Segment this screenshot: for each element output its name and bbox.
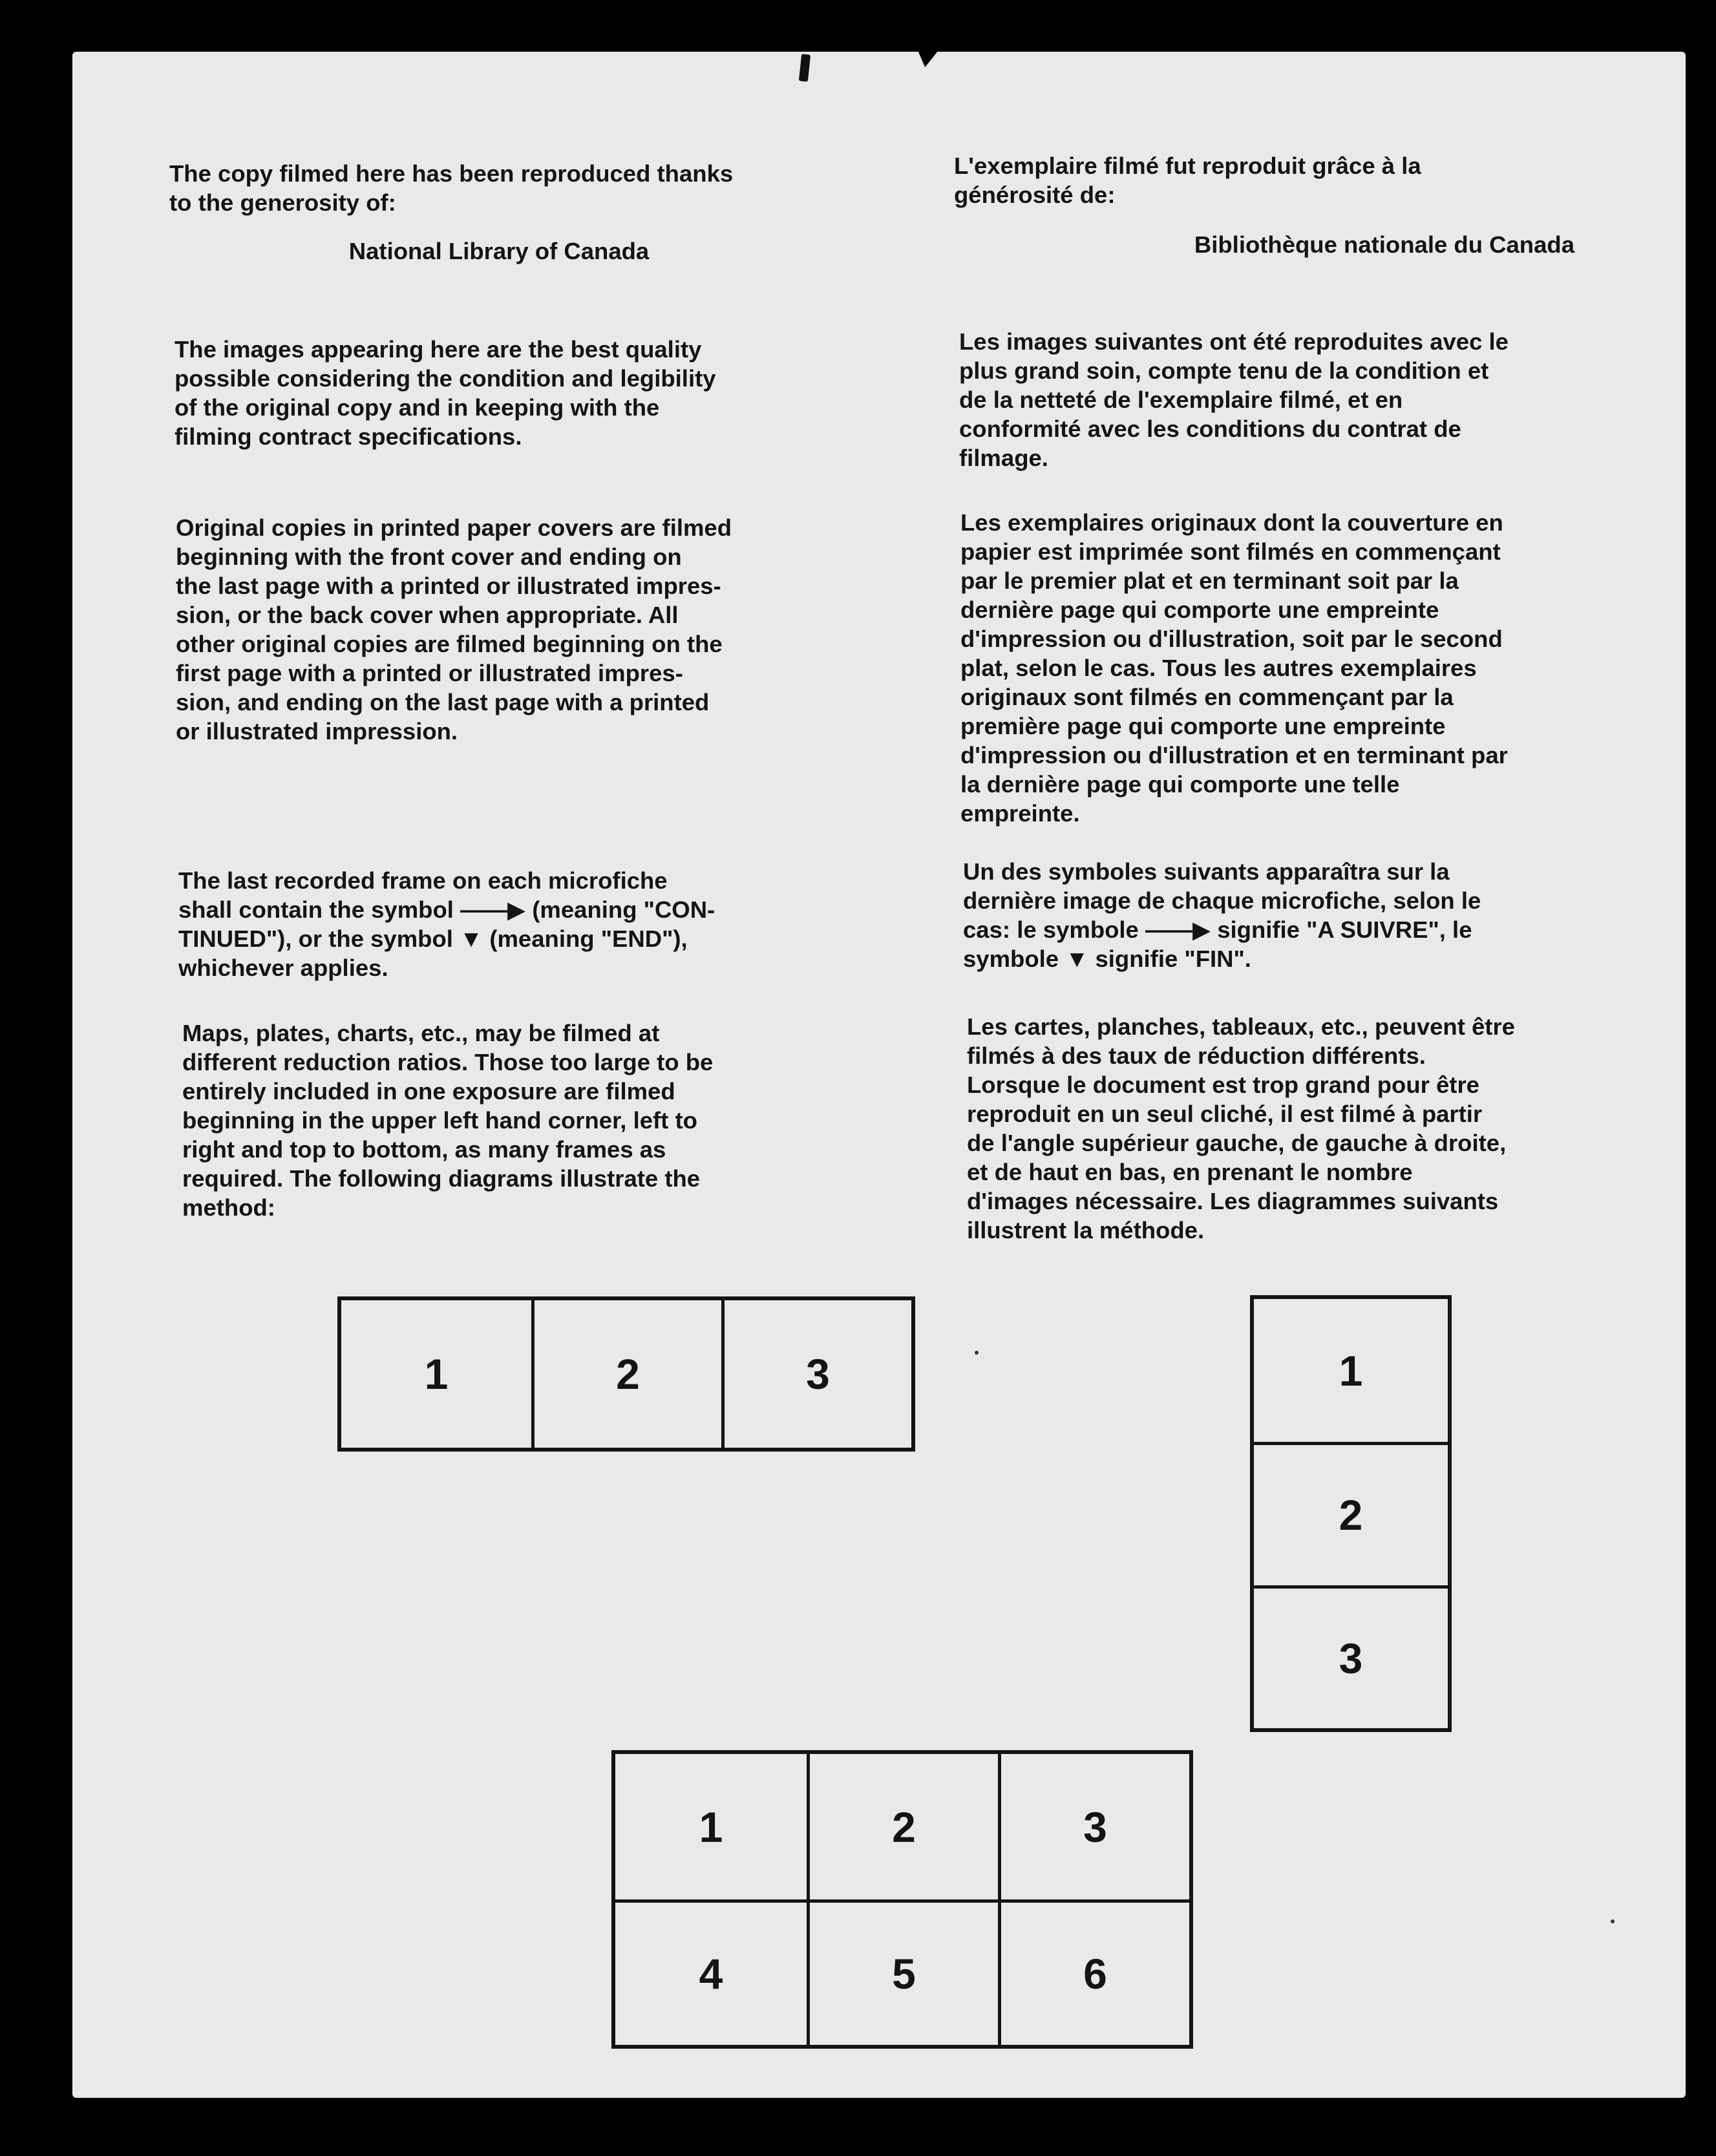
frame-cell: 6 xyxy=(998,1899,1189,2045)
dust-speck xyxy=(1611,1919,1615,1923)
french-covers-paragraph: Les exemplaires originaux dont la couverture en papier est imprimée sont filmés en commençant par le premier plat et en terminant soit par la dernière page qui comporte une empreinte d'impression ou d'illustration, soit par le second plat, selon le cas. Tous les autres exemplaires originaux sont filmés en commençant par la première page qui comporte une empreinte d'impression ou d'illustration et en terminant par la dernière page qui comporte une telle empreinte. xyxy=(960,509,1508,827)
frame-cell: 2 xyxy=(1254,1442,1448,1585)
frame-cell: 1 xyxy=(1339,1346,1363,1395)
frame-cell: 1 xyxy=(699,1802,723,1851)
horizontal-frame-diagram xyxy=(337,1296,915,1452)
frame-cell: 4 xyxy=(615,1899,807,2045)
english-maps-paragraph: Maps, plates, charts, etc., may be filmed at different reduction ratios. Those too large to be entirely included in one exposure are filmed beginning in the upper left hand corner, left to right and top to bottom, as many frames as required. The following diagrams illustrate the method: xyxy=(182,1020,714,1221)
frame-cell: 3 xyxy=(998,1754,1189,1899)
frame-cell: 3 xyxy=(721,1300,911,1448)
english-quality-paragraph: The images appearing here are the best quality possible considering the condition and legibility of the original copy and in keeping with the filming contract specifications. xyxy=(175,336,716,450)
dust-speck xyxy=(975,1351,979,1355)
french-quality-paragraph: Les images suivantes ont été reproduites avec le plus grand soin, compte tenu de la condition et de la netteté de l'exemplaire filmé, et en conformité avec les conditions du contrat de filmage. xyxy=(959,328,1509,471)
english-covers-paragraph: Original copies in printed paper covers are filmed beginning with the front cover and ending on the last page with a printed or illustrated impres- sion, or the back cover when appropriate. All other original copies are filmed beginning on the first page with a printed or illustrated impres- sion, and ending on the last page with a printed or illustrated impression. xyxy=(176,514,732,745)
french-library-name: Bibliothèque nationale du Canada xyxy=(1194,231,1574,258)
vertical-frame-diagram xyxy=(1250,1295,1452,1732)
frame-cell: 3 xyxy=(1254,1585,1448,1728)
english-symbol-paragraph: The last recorded frame on each microfiche shall contain the symbol ——▶ (meaning "CON- TINUED"), or the symbol ▼ (meaning "END"), whichever applies. xyxy=(178,867,715,981)
frame-cell: 5 xyxy=(807,1899,998,2045)
english-intro: The copy filmed here has been reproduced thanks to the generosity of: xyxy=(169,160,734,216)
french-maps-paragraph: Les cartes, planches, tableaux, etc., peuvent être filmés à des taux de réduction différents. Lorsque le document est trop grand pour être reproduit en un seul cliché, il est filmé à partir de l'angle supérieur gauche, de gauche à droite, et de haut en bas, en prenant le nombre d'images nécessaire. Les diagrammes suivants illustrent la méthode. xyxy=(967,1013,1515,1243)
frame-cell: 2 xyxy=(531,1300,721,1448)
french-intro: L'exemplaire filmé fut reproduit grâce à la générosité de: xyxy=(954,153,1421,208)
french-symbol-paragraph: Un des symboles suivants apparaîtra sur la dernière image de chaque microfiche, selon le cas: le symbole ——▶ signifie "A SUIVRE", le symbole ▼ signifie "FIN". xyxy=(963,858,1481,972)
frame-cell: 2 xyxy=(807,1754,998,1899)
english-library-name: National Library of Canada xyxy=(348,238,650,264)
grid-frame-diagram xyxy=(611,1750,1193,2049)
frame-cell: 1 xyxy=(424,1350,449,1398)
